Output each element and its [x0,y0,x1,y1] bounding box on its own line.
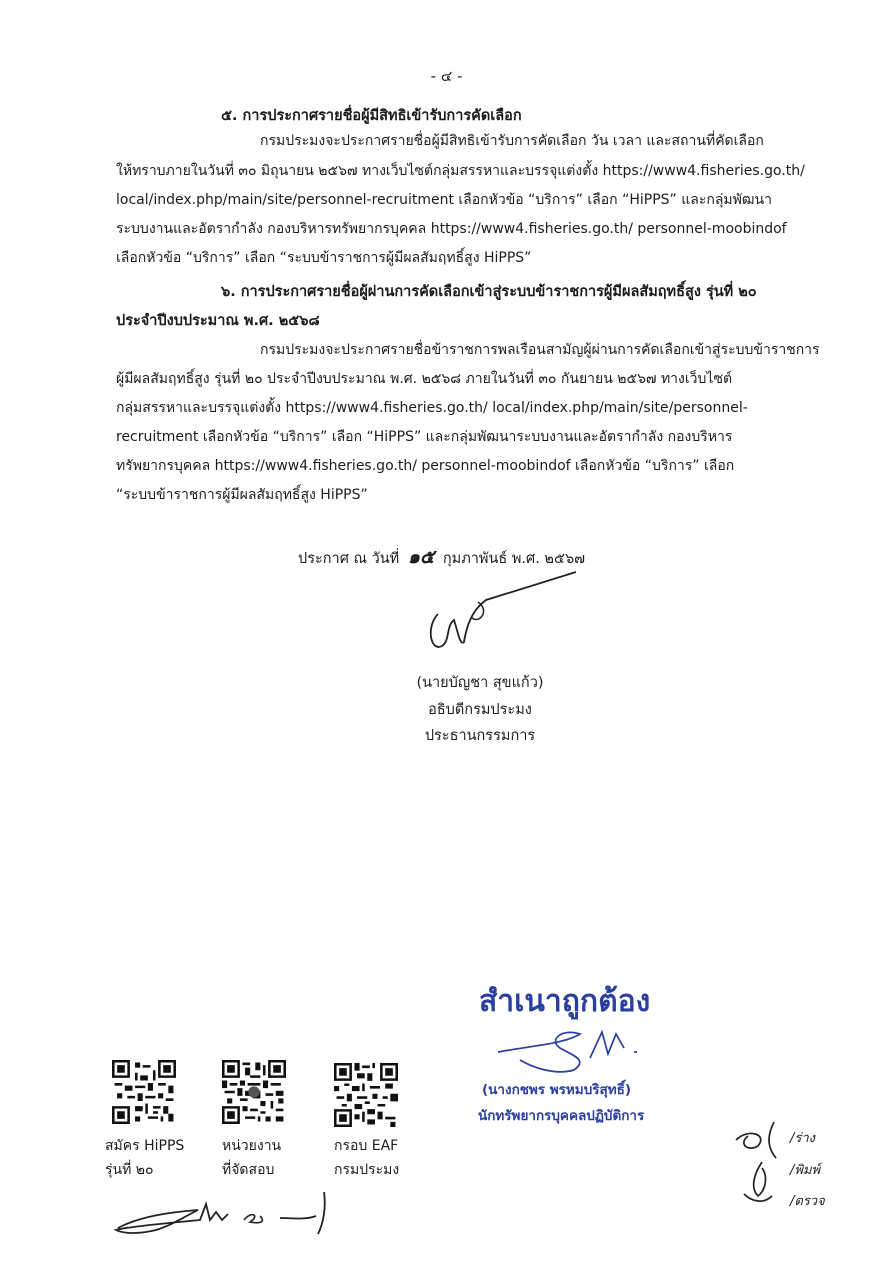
section-5-line: ระบบงานและอัตรากำลัง กองบริหารทรัพยากรบุคคล https://www4.fisheries.go.th/ personnel-moobindof [116,221,787,237]
handwritten-initials [110,1186,335,1244]
certifier-signature [490,1018,650,1076]
certified-copy-stamp: สำเนาถูกต้อง [479,984,651,1019]
section-5-heading: ๕. การประกาศรายชื่อผู้มีสิทธิเข้ารับการคัดเลือก [221,108,522,124]
qr-code-hipps [112,1060,176,1124]
qr-label-line: รุ่นที่ ๒๐ [105,1162,154,1178]
announcement-suffix: กุมภาพันธ์ พ.ศ. ๒๕๖๗ [442,551,586,567]
qr-label-line: ที่จัดสอบ [222,1162,275,1178]
section-5-line: local/index.php/main/site/personnel-recruitment เลือกหัวข้อ “บริการ” เลือก “HiPPS” และกลุ่มพัฒนา [116,192,772,208]
section-6-line: “ระบบข้าราชการผู้มีผลสัมฤทธิ์สูง HiPPS” [116,487,368,503]
section-5-line: ให้ทราบภายในวันที่ ๓๐ มิถุนายน ๒๕๖๗ ทางเว็บไซต์กลุ่มสรรหาและบรรจุแต่งตั้ง https://www4.fisheries.go.th/ [116,163,805,179]
signatory-title: อธิบดีกรมประมง [428,702,532,718]
margin-note-print: /พิมพ์ [790,1163,821,1178]
margin-note-check: /ตรวจ [790,1194,825,1209]
qr-label-line: หน่วยงาน [222,1138,282,1154]
certifier-position: นักทรัพยากรบุคคลปฏิบัติการ [478,1108,645,1124]
qr-label-exam-unit [222,1134,281,1182]
section-6-line: กลุ่มสรรหาและบรรจุแต่งตั้ง https://www4.fisheries.go.th/ local/index.php/main/site/personnel- [116,400,748,416]
director-signature [420,566,582,658]
qr-code-eaf [334,1063,398,1127]
qr-code-exam-unit [222,1060,286,1124]
qr-label-line: กรอบ EAF [334,1138,399,1154]
section-6-line: กรมประมงจะประกาศรายชื่อข้าราชการพลเรือนสามัญผู้ผ่านการคัดเลือกเข้าสู่ระบบข้าราชการ [260,342,820,358]
margin-note-draft: /ร่าง [790,1131,816,1146]
section-5-line: เลือกหัวข้อ “บริการ” เลือก “ระบบข้าราชการผู้มีผลสัมฤทธิ์สูง HiPPS” [116,250,532,266]
section-6-line: ทรัพยากรบุคคล https://www4.fisheries.go.th/ personnel-moobindof เลือกหัวข้อ “บริการ” เลือก [116,458,735,474]
signatory-name: (นายบัญชา สุขแก้ว) [416,675,544,691]
handwritten-day: ๑๕ [407,546,435,568]
section-6-line: recruitment เลือกหัวข้อ “บริการ” เลือก “HiPPS” และกลุ่มพัฒนาระบบงานและอัตรากำลัง กองบริหาร [116,429,733,445]
certifier-name: (นางกชพร พรหมบริสุทธิ์) [482,1082,632,1098]
qr-label-eaf [334,1134,399,1182]
qr-label-line: กรมประมง [334,1162,400,1178]
section-6-heading: ประจำปีงบประมาณ พ.ศ. ๒๕๖๘ [116,313,320,329]
section-6-line: ผู้มีผลสัมฤทธิ์สูง รุ่นที่ ๒๐ ประจำปีงบประมาณ พ.ศ. ๒๕๖๘ ภายในวันที่ ๓๐ กันยายน ๒๕๖๗ ทางเว็บไซต์ [116,371,733,387]
announcement-prefix: ประกาศ ณ วันที่ [298,551,400,567]
section-6-heading: ๖. การประกาศรายชื่อผู้ผ่านการคัดเลือกเข้าสู่ระบบข้าราชการผู้มีผลสัมฤทธิ์สูง รุ่นที่ ๒๐ [221,284,757,300]
page-number: - ๔ - [430,67,463,85]
qr-label-hipps [105,1134,184,1182]
section-5-line: กรมประมงจะประกาศรายชื่อผู้มีสิทธิเข้ารับการคัดเลือก วัน เวลา และสถานที่คัดเลือก [260,133,764,149]
qr-label-line: สมัคร HiPPS [105,1138,185,1154]
signatory-role: ประธานกรรมการ [424,728,536,744]
review-initials [728,1116,794,1208]
